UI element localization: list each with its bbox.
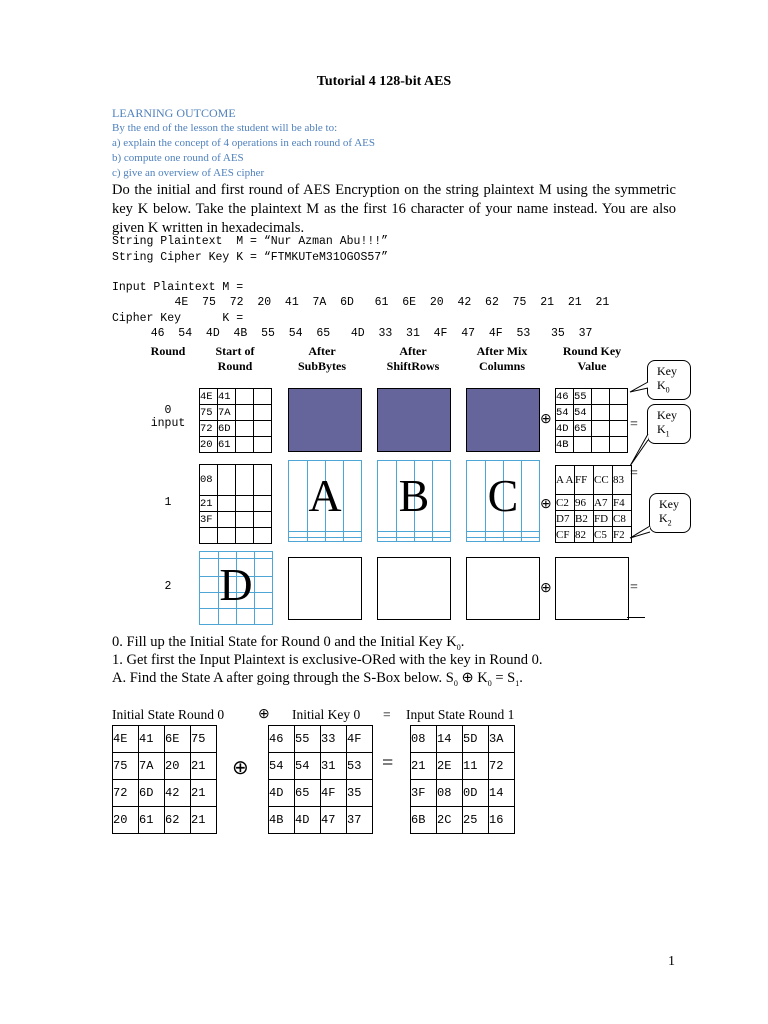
- table-cell: 4F: [321, 780, 347, 807]
- table-cell: 4D: [295, 807, 321, 834]
- grid-cell: A7: [594, 495, 613, 511]
- grid-cell: D7: [556, 511, 575, 527]
- input-plaintext-label: Input Plaintext M =: [112, 281, 244, 294]
- step-sub: 1: [515, 678, 520, 688]
- header-key-line: Round Key: [562, 344, 622, 358]
- table-cell: 65: [295, 780, 321, 807]
- grid-cell: [218, 496, 236, 512]
- grid-cell: 72: [200, 421, 218, 437]
- callout-text: Key: [657, 408, 677, 422]
- grid-cell: 75: [200, 405, 218, 421]
- learning-heading: LEARNING OUTCOME: [112, 106, 236, 120]
- round-1-label: 1: [164, 496, 172, 509]
- grid-cell: 54: [574, 405, 592, 421]
- grid-cell: [236, 405, 254, 421]
- input-state-table: [410, 725, 515, 834]
- round-0-mixcolumns-box: [466, 388, 540, 452]
- key-callout-0: Key $K_0$: [647, 360, 691, 400]
- table-cell: 54: [295, 753, 321, 780]
- callout-sub: 1: [665, 429, 670, 439]
- step-0-text: 0. Fill up the Initial State for Round 0 and the Initial Key K: [112, 634, 457, 650]
- header-mix-line: Columns: [478, 359, 525, 373]
- callout-pointer: [628, 522, 652, 542]
- header-subbytes-line: After: [308, 344, 336, 358]
- grid-cell: [236, 421, 254, 437]
- table-cell: 75: [191, 726, 217, 753]
- label-initial-key: Initial Key 0: [292, 707, 361, 722]
- table-cell: 6D: [139, 780, 165, 807]
- header-mix-line: After Mix: [476, 344, 528, 358]
- key-callout-2: Key $K_2$: [649, 493, 691, 533]
- header-start: [198, 344, 272, 374]
- table-cell: 7A: [139, 753, 165, 780]
- table-cell: 11: [463, 753, 489, 780]
- table-cell: 20: [165, 753, 191, 780]
- round-0-start-grid: [199, 388, 272, 453]
- learning-intro: By the end of the lesson the student will be able to:: [112, 122, 338, 134]
- grid-cell: FF: [575, 466, 594, 495]
- table-cell: 61: [139, 807, 165, 834]
- learning-item: a) explain the concept of 4 operations in each round of AES: [112, 137, 376, 149]
- state-b-box: [377, 460, 451, 542]
- table-cell: 31: [321, 753, 347, 780]
- table-cell: 3F: [411, 780, 437, 807]
- table-cell: 21: [411, 753, 437, 780]
- grid-cell: [254, 389, 272, 405]
- table-cell: 21: [191, 807, 217, 834]
- cipher-key-label: Cipher Key K =: [112, 312, 244, 325]
- round-0-subbytes-box: [288, 388, 362, 452]
- header-subbytes-line: SubBytes: [297, 359, 347, 373]
- header-key-line: Value: [577, 359, 607, 373]
- table-cell: 42: [165, 780, 191, 807]
- instruction-text: Do the initial and first round of AES Encryption on the string plaintext M using the symmetric key K below. Take the plaintext M as the first 16 character of your name instead. You are also given K written in hexadecimals.: [112, 182, 676, 236]
- grid-cell: [592, 389, 610, 405]
- table-cell: 33: [321, 726, 347, 753]
- divider: [627, 617, 645, 618]
- table-cell: 6E: [165, 726, 191, 753]
- table-cell: 4F: [347, 726, 373, 753]
- table-cell: 54: [269, 753, 295, 780]
- grid-cell: B2: [575, 511, 594, 527]
- grid-cell: [610, 437, 628, 453]
- page-title: Tutorial 4 128-bit AES: [316, 74, 452, 89]
- grid-cell: [254, 421, 272, 437]
- table-cell: 21: [191, 753, 217, 780]
- grid-cell: [610, 389, 628, 405]
- table-cell: 21: [191, 780, 217, 807]
- table-cell: 53: [347, 753, 373, 780]
- round-0-key-grid: [555, 388, 628, 453]
- grid-cell: [236, 437, 254, 453]
- table-cell: 46: [269, 726, 295, 753]
- header-mixcolumns: [462, 344, 542, 374]
- callout-pointer: [628, 380, 650, 394]
- grid-cell: F4: [613, 495, 632, 511]
- state-d-box: [199, 551, 273, 625]
- label-input-state: Input State Round 1: [406, 707, 515, 722]
- callout-pointer: [626, 428, 650, 468]
- table-cell: 4D: [269, 780, 295, 807]
- table-cell: 14: [437, 726, 463, 753]
- grid-cell: C5: [594, 527, 613, 543]
- grid-cell: [254, 405, 272, 421]
- callout-sub: 2: [667, 518, 672, 528]
- callout-text: Key: [659, 497, 679, 511]
- equals-symbol: =: [630, 466, 638, 481]
- table-cell: 72: [489, 753, 515, 780]
- grid-cell: [254, 512, 272, 528]
- step-a-text: A. Find the State A after going through the S-Box below. S: [112, 670, 454, 686]
- grid-cell: 61: [218, 437, 236, 453]
- grid-cell: [610, 421, 628, 437]
- round-0-number: 0: [164, 404, 172, 417]
- grid-cell: [218, 528, 236, 544]
- grid-cell: [610, 405, 628, 421]
- header-start-line: Start of: [215, 344, 255, 358]
- grid-cell: [200, 528, 218, 544]
- step-a: A. Find the State A after going through the S-Box below. $S_0$ ⊕ $K_0 = S_1$.: [112, 670, 523, 688]
- grid-cell: 82: [575, 527, 594, 543]
- round-0-input: input: [150, 417, 186, 430]
- header-round-key: [552, 344, 632, 374]
- input-plaintext-hex: 4E 75 72 20 41 7A 6D 61 6E 20 42 62 75 21 21 21: [140, 296, 610, 309]
- table-cell: 75: [113, 753, 139, 780]
- grid-cell: [218, 512, 236, 528]
- xor-symbol: ⊕: [540, 412, 552, 427]
- grid-cell: FD: [594, 511, 613, 527]
- page-number: 1: [668, 954, 675, 969]
- equals-symbol: =: [630, 417, 638, 432]
- initial-key-table: [268, 725, 373, 834]
- table-cell: 16: [489, 807, 515, 834]
- grid-cell: 65: [574, 421, 592, 437]
- grid-cell: A A: [556, 466, 575, 495]
- grid-cell: [218, 465, 236, 496]
- grid-cell: 21: [200, 496, 218, 512]
- xor-symbol: ⊕: [540, 497, 552, 512]
- table-cell: 3A: [489, 726, 515, 753]
- table-cell: 72: [113, 780, 139, 807]
- table-cell: 08: [437, 780, 463, 807]
- table-cell: 4E: [113, 726, 139, 753]
- grid-cell: [254, 496, 272, 512]
- grid-cell: [254, 528, 272, 544]
- table-cell: 4B: [269, 807, 295, 834]
- grid-cell: 7A: [218, 405, 236, 421]
- round-2-subbytes-box: [288, 557, 362, 620]
- table-cell: 20: [113, 807, 139, 834]
- label-initial-state: Initial State Round 0: [112, 707, 225, 722]
- grid-cell: 4D: [556, 421, 574, 437]
- cipher-key-line: String Cipher Key K = “FTMKUTeM31OGOS57”: [112, 251, 389, 264]
- step-sub: 0: [456, 642, 461, 652]
- equals-symbol: =: [382, 752, 394, 774]
- round-2-key-box: [555, 557, 629, 620]
- equals-symbol: =: [630, 580, 638, 595]
- equals-symbol: =: [383, 707, 391, 722]
- initial-state-table: [112, 725, 217, 834]
- grid-cell: 4E: [200, 389, 218, 405]
- state-d-letter: D: [219, 559, 253, 610]
- round-2-shiftrows-box: [377, 557, 451, 620]
- round-0-shiftrows-box: [377, 388, 451, 452]
- header-shiftrows: [374, 344, 452, 374]
- grid-cell: 3F: [200, 512, 218, 528]
- table-cell: 47: [321, 807, 347, 834]
- grid-cell: [592, 421, 610, 437]
- table-cell: 5D: [463, 726, 489, 753]
- table-cell: 14: [489, 780, 515, 807]
- grid-cell: 6D: [218, 421, 236, 437]
- grid-cell: 08: [200, 465, 218, 496]
- grid-cell: [236, 465, 254, 496]
- grid-cell: [254, 465, 272, 496]
- grid-cell: F2: [613, 527, 632, 543]
- table-cell: 2E: [437, 753, 463, 780]
- grid-cell: C2: [556, 495, 575, 511]
- grid-cell: [236, 528, 254, 544]
- grid-cell: 46: [556, 389, 574, 405]
- header-start-line: Round: [217, 359, 253, 373]
- callout-text: Key: [657, 364, 677, 378]
- grid-cell: C8: [613, 511, 632, 527]
- state-a-box: [288, 460, 362, 542]
- grid-cell: [236, 496, 254, 512]
- round-1-start-grid: [199, 464, 272, 544]
- round-1-key-grid: [555, 465, 632, 543]
- xor-symbol: ⊕: [232, 757, 249, 779]
- grid-cell: [592, 405, 610, 421]
- grid-cell: 54: [556, 405, 574, 421]
- xor-symbol: ⊕: [258, 707, 270, 722]
- step-sub: 0: [487, 678, 492, 688]
- grid-cell: [592, 437, 610, 453]
- table-cell: 35: [347, 780, 373, 807]
- step-0: 0. Fill up the Initial State for Round 0 and the Initial Key $K_0$.: [112, 634, 465, 652]
- learning-outcome: [112, 106, 375, 181]
- round-2-mixcolumns-box: [466, 557, 540, 620]
- step-1: 1. Get first the Input Plaintext is exclusive-ORed with the key in Round 0.: [112, 652, 543, 668]
- table-cell: 55: [295, 726, 321, 753]
- grid-cell: 83: [613, 466, 632, 495]
- cipher-key-hex: 46 54 4D 4B 55 54 65 4D 33 31 4F 47 4F 53 35 37: [130, 327, 593, 340]
- learning-item: c) give an overview of AES cipher: [112, 167, 265, 179]
- state-c-box: [466, 460, 540, 542]
- callout-sub: 0: [665, 385, 670, 395]
- grid-cell: [254, 437, 272, 453]
- grid-cell: 96: [575, 495, 594, 511]
- round-2-label: 2: [164, 580, 172, 593]
- table-cell: 08: [411, 726, 437, 753]
- grid-cell: [236, 512, 254, 528]
- round-0-label: [138, 404, 198, 430]
- header-shiftrows-line: After: [399, 344, 427, 358]
- step-sub: 0: [453, 678, 458, 688]
- state-b-letter: B: [398, 470, 430, 521]
- header-subbytes: [284, 344, 360, 374]
- xor-symbol: ⊕: [540, 581, 552, 596]
- table-cell: 0D: [463, 780, 489, 807]
- grid-cell: 55: [574, 389, 592, 405]
- table-cell: 62: [165, 807, 191, 834]
- header-shiftrows-line: ShiftRows: [386, 359, 440, 373]
- table-cell: 37: [347, 807, 373, 834]
- table-cell: 6B: [411, 807, 437, 834]
- grid-cell: 41: [218, 389, 236, 405]
- table-cell: 41: [139, 726, 165, 753]
- grid-cell: 4B: [556, 437, 574, 453]
- table-cell: 25: [463, 807, 489, 834]
- grid-cell: [236, 389, 254, 405]
- learning-item: b) compute one round of AES: [112, 152, 244, 164]
- grid-cell: [574, 437, 592, 453]
- grid-cell: CF: [556, 527, 575, 543]
- table-cell: 2C: [437, 807, 463, 834]
- grid-cell: 20: [200, 437, 218, 453]
- grid-cell: CC: [594, 466, 613, 495]
- plaintext-line: String Plaintext M = “Nur Azman Abu!!!”: [112, 235, 389, 248]
- state-c-letter: C: [487, 470, 519, 521]
- state-a-letter: A: [308, 470, 342, 521]
- key-callout-1: Key $K_1$: [647, 404, 691, 444]
- header-round: Round: [150, 344, 186, 358]
